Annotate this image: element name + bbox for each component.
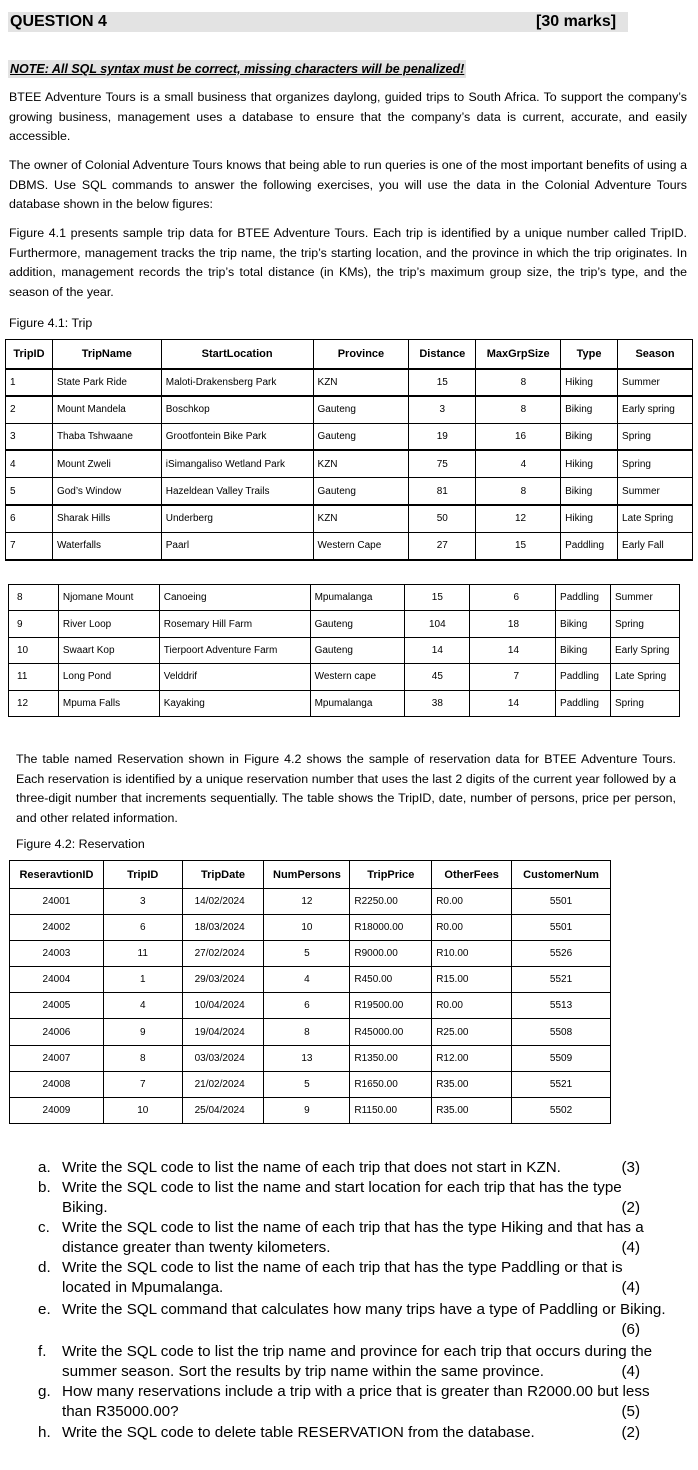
question-item	[38, 1258, 678, 1298]
question-text: How many reservations include a trip with a price that is greater than R2000.00 but less	[62, 1383, 650, 1400]
table-cell: 7	[470, 664, 556, 690]
table-row	[10, 1019, 611, 1045]
table-cell: 24008	[10, 1071, 104, 1097]
table-cell: 6	[264, 993, 350, 1019]
question-marks: (4)	[621, 1239, 640, 1256]
table-row	[9, 664, 680, 690]
question-line-2: located in Mpumalanga.	[62, 1279, 224, 1296]
question-marks: (6)	[621, 1321, 640, 1338]
table-cell: 12	[9, 690, 59, 716]
table-cell: R15.00	[432, 967, 512, 993]
question-line-2: summer season. Sort the results by trip name within the same province.	[62, 1363, 544, 1380]
table-cell: Mpuma Falls	[58, 690, 159, 716]
table-cell: 8	[476, 396, 561, 423]
table-cell: Njomane Mount	[58, 585, 159, 611]
question-text: Write the SQL code to list the name of each trip that has the type Paddling or that is	[62, 1259, 623, 1276]
table-cell: 5508	[512, 1019, 611, 1045]
table-cell: Grootfontein Bike Park	[161, 423, 313, 450]
table-cell: 7	[103, 1071, 182, 1097]
table-cell: Maloti-Drakensberg Park	[161, 369, 313, 396]
table-cell: iSimangaliso Wetland Park	[161, 450, 313, 477]
table-cell: 6	[470, 585, 556, 611]
table-row	[10, 1071, 611, 1097]
table-cell: R18000.00	[350, 915, 432, 941]
question-line	[38, 1300, 678, 1320]
question-marks: (4)	[621, 1363, 640, 1380]
table-row	[6, 478, 693, 505]
table-cell: 5	[264, 941, 350, 967]
reservation-col-header: TripPrice	[350, 861, 432, 889]
table-cell: 3	[6, 423, 53, 450]
table-cell: 14	[470, 690, 556, 716]
table-row	[6, 396, 693, 423]
table-cell: 12	[476, 505, 561, 532]
question-marks: (5)	[621, 1403, 640, 1420]
question-label: g.	[38, 1383, 51, 1400]
table-cell: Waterfalls	[52, 532, 161, 559]
reservation-col-header: CustomerNum	[512, 861, 611, 889]
table-cell: 10/04/2024	[182, 993, 264, 1019]
table-cell: Swaart Kop	[58, 637, 159, 663]
table-cell: Spring	[618, 423, 693, 450]
table-cell: 24005	[10, 993, 104, 1019]
table-cell: R25.00	[432, 1019, 512, 1045]
table-cell: 19/04/2024	[182, 1019, 264, 1045]
reservation-col-header: OtherFees	[432, 861, 512, 889]
table-cell: Biking	[556, 611, 611, 637]
table-cell: 50	[409, 505, 476, 532]
table-cell: Canoeing	[159, 585, 310, 611]
table-cell: Summer	[610, 585, 679, 611]
table-cell: KZN	[313, 369, 409, 396]
table-cell: R1350.00	[350, 1045, 432, 1071]
intro-paragraph-1: BTEE Adventure Tours is a small business that organizes daylong, guided trips to South Africa. To support the company’s growing business, management uses a database to ensure that the company’s data is current, accurate, and easily accessible.	[9, 90, 687, 143]
table-row	[9, 585, 680, 611]
table-cell: Gauteng	[313, 423, 409, 450]
table-cell: 8	[103, 1045, 182, 1071]
table-cell: 5	[6, 478, 53, 505]
table-cell: 16	[476, 423, 561, 450]
table-cell: R1650.00	[350, 1071, 432, 1097]
table-cell: 11	[9, 664, 59, 690]
table-cell: 10	[9, 637, 59, 663]
table-cell: Paddling	[556, 585, 611, 611]
table-cell: 5501	[512, 889, 611, 915]
table-cell: 14	[470, 637, 556, 663]
table-cell: Biking	[561, 423, 618, 450]
table-cell: 8	[476, 369, 561, 396]
table-cell: 1	[103, 967, 182, 993]
question-line	[38, 1382, 678, 1402]
question-label: c.	[38, 1219, 50, 1236]
table-cell: R450.00	[350, 967, 432, 993]
table-cell: 19	[409, 423, 476, 450]
question-line	[38, 1423, 678, 1443]
table-cell: 10	[264, 915, 350, 941]
table-cell: Paddling	[556, 690, 611, 716]
table-row	[10, 1045, 611, 1071]
question-line	[38, 1158, 678, 1178]
table-cell: State Park Ride	[52, 369, 161, 396]
table-cell: Biking	[556, 637, 611, 663]
table-cell: Hiking	[561, 369, 618, 396]
question-line	[38, 1258, 678, 1278]
table-cell: Spring	[610, 611, 679, 637]
reservation-table	[9, 860, 611, 1124]
question-text: Write the SQL code to list the trip name and province for each trip that occurs during the	[62, 1343, 653, 1360]
table-cell: Gauteng	[313, 396, 409, 423]
table-cell: 9	[9, 611, 59, 637]
table-cell: R35.00	[432, 1071, 512, 1097]
trip-col-header: Type	[561, 340, 618, 369]
table-row	[6, 450, 693, 477]
table-cell: 5521	[512, 967, 611, 993]
intro-paragraph-3: Figure 4.1 presents sample trip data for BTEE Adventure Tours. Each trip is identified by a unique number called TripID. Furthermore, management tracks the trip name, the trip’s starting location, and the province in which the trip originates. In addition, management records the trip’s total distance (in KMs), the trip’s maximum group size, the trip’s type, and the season of the year.	[9, 226, 687, 299]
table-cell: R10.00	[432, 941, 512, 967]
table-cell: Hiking	[561, 505, 618, 532]
table-cell: 4	[6, 450, 53, 477]
table-cell: R19500.00	[350, 993, 432, 1019]
trip-table-continued	[8, 584, 680, 717]
table-cell: Early Fall	[618, 532, 693, 559]
question-item	[38, 1382, 678, 1422]
table-cell: 8	[476, 478, 561, 505]
table-cell: 10	[103, 1097, 182, 1123]
table-cell: 81	[409, 478, 476, 505]
table-cell: 13	[264, 1045, 350, 1071]
table-cell: 11	[103, 941, 182, 967]
table-cell: 12	[264, 889, 350, 915]
table-cell: 4	[264, 967, 350, 993]
table-cell: 38	[405, 690, 470, 716]
table-cell: 15	[405, 585, 470, 611]
table-cell: Mpumalanga	[310, 585, 405, 611]
table-cell: River Loop	[58, 611, 159, 637]
question-text: Write the SQL code to list the name of each trip that has the type Hiking and that has a	[62, 1219, 644, 1236]
reservation-paragraph: The table named Reservation shown in Figure 4.2 shows the sample of reservation data for BTEE Adventure Tours. Each reservation is identified by a unique reservation number that uses the last 2 digits of the current year followed by a three-digit number that increments sequentially. The table shows the TripID, date, number of persons, price per person, and other related information.	[16, 752, 676, 825]
table-cell: 24003	[10, 941, 104, 967]
question-marks: [30 marks]	[536, 13, 617, 30]
table-cell: Western cape	[310, 664, 405, 690]
table-cell: 5501	[512, 915, 611, 941]
question-item	[38, 1178, 678, 1218]
question-label: f.	[38, 1343, 47, 1360]
table-cell: 14	[405, 637, 470, 663]
intro-paragraph-2: The owner of Colonial Adventure Tours knows that being able to run queries is one of the most important benefits of using a DBMS. Use SQL commands to answer the following exercises, you will use the data in the Colonial Adventure Tours database shown in the below figures:	[9, 158, 687, 211]
table-cell: 104	[405, 611, 470, 637]
table-cell: Spring	[618, 450, 693, 477]
table-cell: Biking	[561, 478, 618, 505]
table-row	[9, 611, 680, 637]
table-cell: 27/02/2024	[182, 941, 264, 967]
table-cell: Late Spring	[610, 664, 679, 690]
question-label: h.	[38, 1424, 51, 1441]
table-cell: 5502	[512, 1097, 611, 1123]
table-cell: R12.00	[432, 1045, 512, 1071]
table-cell: Summer	[618, 478, 693, 505]
table-row	[9, 637, 680, 663]
table-cell: Long Pond	[58, 664, 159, 690]
figure-4-1-caption: Figure 4.1: Trip	[9, 316, 93, 330]
trip-col-header: TripID	[6, 340, 53, 369]
table-row	[10, 1097, 611, 1123]
table-cell: 3	[103, 889, 182, 915]
table-cell: R0.00	[432, 915, 512, 941]
table-cell: 25/04/2024	[182, 1097, 264, 1123]
table-row	[10, 941, 611, 967]
question-marks: (2)	[621, 1424, 640, 1441]
table-cell: 2	[6, 396, 53, 423]
trip-col-header: TripName	[52, 340, 161, 369]
note-text: NOTE: All SQL syntax must be correct, missing characters will be penalized!	[10, 62, 465, 76]
table-cell: God’s Window	[52, 478, 161, 505]
table-cell: 4	[476, 450, 561, 477]
table-cell: 7	[6, 532, 53, 559]
table-cell: Velddrif	[159, 664, 310, 690]
table-cell: R0.00	[432, 993, 512, 1019]
table-cell: 5509	[512, 1045, 611, 1071]
table-cell: 03/03/2024	[182, 1045, 264, 1071]
table-cell: 5526	[512, 941, 611, 967]
figure-4-2-caption: Figure 4.2: Reservation	[16, 837, 145, 851]
table-cell: Kayaking	[159, 690, 310, 716]
trip-col-header: Season	[618, 340, 693, 369]
table-cell: 5521	[512, 1071, 611, 1097]
question-line	[38, 1342, 678, 1362]
table-cell: Gauteng	[313, 478, 409, 505]
question-line	[38, 1218, 678, 1238]
table-cell: Early Spring	[610, 637, 679, 663]
table-cell: Thaba Tshwaane	[52, 423, 161, 450]
table-row	[6, 532, 693, 559]
table-cell: 24006	[10, 1019, 104, 1045]
table-cell: 1	[6, 369, 53, 396]
table-cell: R9000.00	[350, 941, 432, 967]
table-cell: Mount Zweli	[52, 450, 161, 477]
question-item	[38, 1218, 678, 1258]
table-cell: 15	[476, 532, 561, 559]
table-cell: 9	[264, 1097, 350, 1123]
question-item	[38, 1300, 678, 1338]
trip-table	[5, 339, 693, 561]
table-cell: KZN	[313, 505, 409, 532]
question-text: Write the SQL code to list the name of each trip that does not start in KZN.	[62, 1159, 561, 1176]
table-cell: R2250.00	[350, 889, 432, 915]
question-line	[38, 1178, 678, 1198]
table-cell: 45	[405, 664, 470, 690]
table-cell: Hiking	[561, 450, 618, 477]
table-row	[10, 967, 611, 993]
table-cell: KZN	[313, 450, 409, 477]
question-label: d.	[38, 1259, 51, 1276]
table-row	[9, 690, 680, 716]
table-row	[6, 505, 693, 532]
reservation-col-header: TripID	[103, 861, 182, 889]
table-cell: Mpumalanga	[310, 690, 405, 716]
table-cell: 24004	[10, 967, 104, 993]
table-cell: 5513	[512, 993, 611, 1019]
table-cell: 24007	[10, 1045, 104, 1071]
table-cell: R35.00	[432, 1097, 512, 1123]
table-cell: Mount Mandela	[52, 396, 161, 423]
question-label: b.	[38, 1179, 51, 1196]
table-cell: Sharak Hills	[52, 505, 161, 532]
question-text: Write the SQL command that calculates how many trips have a type of Paddling or Biking.	[62, 1301, 666, 1318]
question-marks: (2)	[621, 1199, 640, 1216]
table-cell: 6	[103, 915, 182, 941]
table-row	[10, 889, 611, 915]
table-cell: 27	[409, 532, 476, 559]
table-cell: R0.00	[432, 889, 512, 915]
question-item	[38, 1342, 678, 1382]
question-line-2: distance greater than twenty kilometers.	[62, 1239, 331, 1256]
table-cell: 24009	[10, 1097, 104, 1123]
table-cell: R1150.00	[350, 1097, 432, 1123]
table-cell: 4	[103, 993, 182, 1019]
table-row	[10, 915, 611, 941]
question-label: e.	[38, 1301, 51, 1318]
table-cell: Hazeldean Valley Trails	[161, 478, 313, 505]
table-cell: Biking	[561, 396, 618, 423]
table-cell: Gauteng	[310, 637, 405, 663]
question-text: Write the SQL code to delete table RESERVATION from the database.	[62, 1424, 535, 1441]
table-cell: 75	[409, 450, 476, 477]
table-cell: R45000.00	[350, 1019, 432, 1045]
question-marks: (3)	[621, 1159, 640, 1176]
table-cell: 8	[264, 1019, 350, 1045]
trip-col-header: Province	[313, 340, 409, 369]
table-cell: 18	[470, 611, 556, 637]
table-cell: 29/03/2024	[182, 967, 264, 993]
reservation-col-header: ReseravtionID	[10, 861, 104, 889]
table-cell: 5	[264, 1071, 350, 1097]
table-row	[6, 423, 693, 450]
table-cell: 21/02/2024	[182, 1071, 264, 1097]
table-cell: 24001	[10, 889, 104, 915]
table-cell: Paarl	[161, 532, 313, 559]
question-marks: (4)	[621, 1279, 640, 1296]
reservation-col-header: NumPersons	[264, 861, 350, 889]
question-item	[38, 1158, 678, 1178]
question-label: a.	[38, 1159, 51, 1176]
question-title: QUESTION 4	[10, 13, 107, 30]
table-cell: Paddling	[556, 664, 611, 690]
trip-col-header: StartLocation	[161, 340, 313, 369]
question-line-2: Biking.	[62, 1199, 108, 1216]
table-cell: 15	[409, 369, 476, 396]
question-line-2: than R35000.00?	[62, 1403, 179, 1420]
table-cell: Late Spring	[618, 505, 693, 532]
table-cell: 3	[409, 396, 476, 423]
table-cell: 18/03/2024	[182, 915, 264, 941]
table-cell: Gauteng	[310, 611, 405, 637]
table-cell: Underberg	[161, 505, 313, 532]
table-cell: Tierpoort Adventure Farm	[159, 637, 310, 663]
trip-col-header: Distance	[409, 340, 476, 369]
question-text: Write the SQL code to list the name and start location for each trip that has the type	[62, 1179, 622, 1196]
table-cell: Summer	[618, 369, 693, 396]
trip-col-header: MaxGrpSize	[476, 340, 561, 369]
table-cell: 6	[6, 505, 53, 532]
table-cell: 14/02/2024	[182, 889, 264, 915]
table-cell: Early spring	[618, 396, 693, 423]
table-cell: Boschkop	[161, 396, 313, 423]
table-cell: Western Cape	[313, 532, 409, 559]
question-item	[38, 1423, 678, 1443]
table-cell: 9	[103, 1019, 182, 1045]
table-cell: 8	[9, 585, 59, 611]
reservation-col-header: TripDate	[182, 861, 264, 889]
table-cell: Rosemary Hill Farm	[159, 611, 310, 637]
table-cell: Paddling	[561, 532, 618, 559]
table-cell: 24002	[10, 915, 104, 941]
table-row	[10, 993, 611, 1019]
table-cell: Spring	[610, 690, 679, 716]
table-row	[6, 369, 693, 396]
